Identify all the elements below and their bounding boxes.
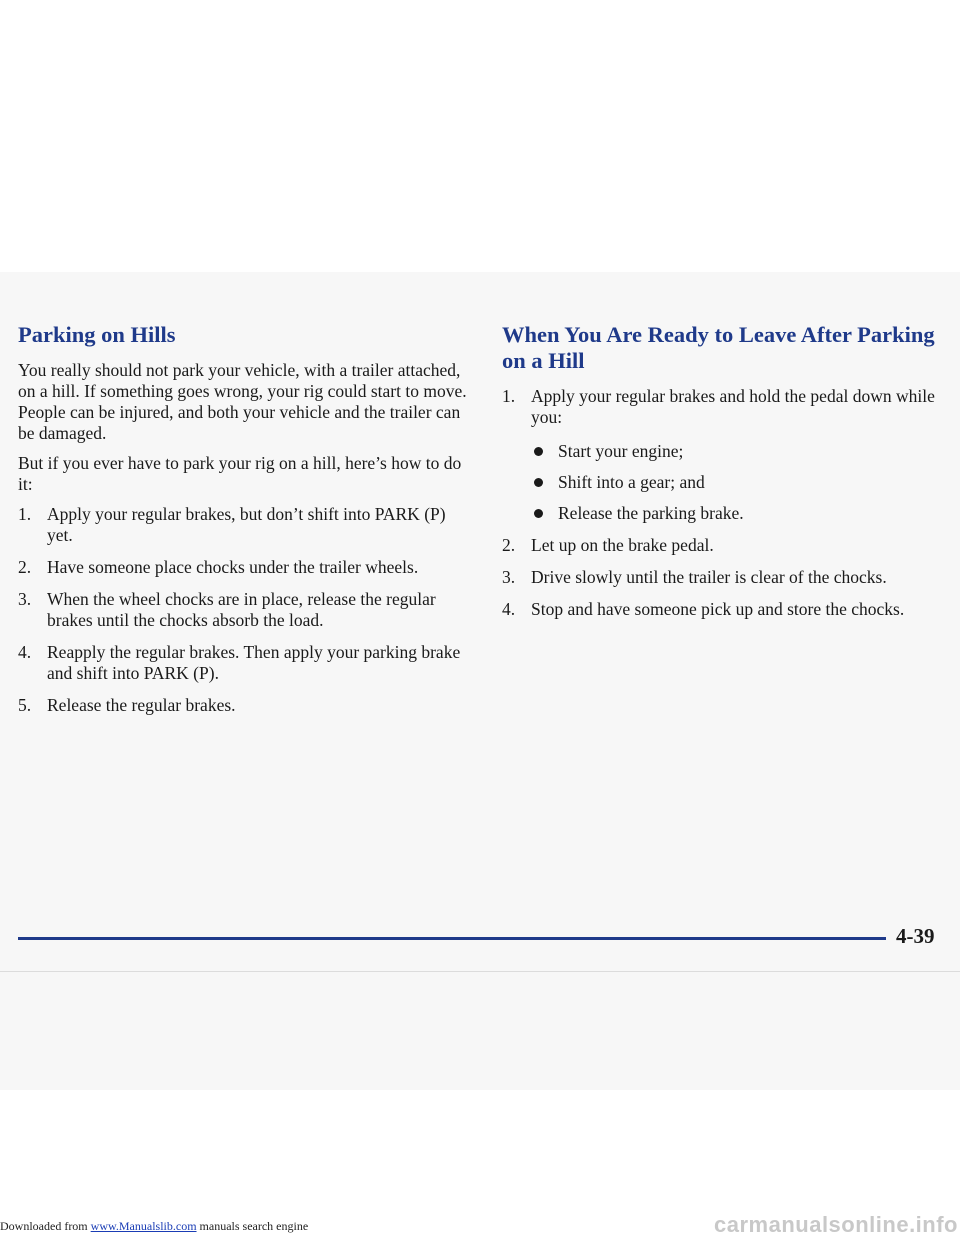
step-text: Release the regular brakes.	[47, 695, 236, 715]
bullet-text: Start your engine;	[558, 441, 684, 461]
download-footer	[0, 1219, 308, 1234]
page-footer-rule	[18, 937, 886, 940]
step-number: 2.	[18, 557, 32, 577]
step-number: 3.	[18, 589, 32, 609]
step-number: 2.	[502, 535, 516, 555]
page-number: 4-39	[896, 924, 935, 948]
bullet-icon	[534, 509, 543, 518]
bullet-item	[531, 441, 952, 462]
parking-step	[18, 642, 468, 684]
step-text: Drive slowly until the trailer is clear of the chocks.	[531, 567, 887, 587]
how-to-paragraph: But if you ever have to park your rig on a hill, here’s how to do it:	[18, 453, 462, 494]
footer-suffix: manuals search engine	[196, 1219, 309, 1233]
parking-steps-list	[18, 504, 468, 716]
parking-on-hills-section	[18, 322, 468, 727]
section-title-parking-on-hills: Parking on Hills	[18, 322, 176, 347]
parking-step	[18, 695, 468, 716]
leaving-step	[502, 386, 952, 524]
step-number: 5.	[18, 695, 32, 715]
bullet-icon	[534, 478, 543, 487]
leaving-steps-list	[502, 386, 952, 620]
step-text: Stop and have someone pick up and store the chocks.	[531, 599, 905, 619]
section-title-leave-after-parking: When You Are Ready to Leave After Parking on a Hill	[502, 322, 935, 373]
parking-step	[18, 557, 468, 578]
step-text: When the wheel chocks are in place, release the regular brakes until the chocks absorb the load.	[47, 589, 436, 630]
step-number: 4.	[502, 599, 516, 619]
step-text: Reapply the regular brakes. Then apply your parking brake and shift into PARK (P).	[47, 642, 461, 683]
watermark: carmanualsonline.info	[714, 1212, 958, 1237]
step-number: 1.	[502, 386, 516, 406]
bullet-text: Shift into a gear; and	[558, 472, 705, 492]
bullet-item	[531, 503, 952, 524]
step-text: Apply your regular brakes, but don’t shift into PARK (P) yet.	[47, 504, 446, 545]
parking-step	[18, 504, 468, 546]
step-text: Have someone place chocks under the trailer wheels.	[47, 557, 419, 577]
leaving-step	[502, 599, 952, 620]
leaving-step	[502, 535, 952, 556]
step-number: 4.	[18, 642, 32, 662]
step-text: Apply your regular brakes and hold the pedal down while you:	[531, 386, 935, 427]
intro-paragraph: You really should not park your vehicle, with a trailer attached, on a hill. If something goes wrong, your rig could start to move. People can be injured, and both your vehicle and the trailer can be damaged.	[18, 360, 467, 443]
bullet-text: Release the parking brake.	[558, 503, 744, 523]
step-number: 1.	[18, 504, 32, 524]
bullet-item	[531, 472, 952, 493]
step-text: Let up on the brake pedal.	[531, 535, 714, 555]
step-number: 3.	[502, 567, 516, 587]
manualslib-link[interactable]: www.Manualslib.com	[90, 1219, 197, 1233]
scan-divider	[0, 971, 960, 972]
leaving-step	[502, 567, 952, 588]
bullet-icon	[534, 447, 543, 456]
footer-prefix: Downloaded from	[0, 1219, 91, 1233]
parking-step	[18, 589, 468, 631]
bullet-list	[531, 441, 952, 524]
leave-after-parking-section	[502, 322, 952, 631]
